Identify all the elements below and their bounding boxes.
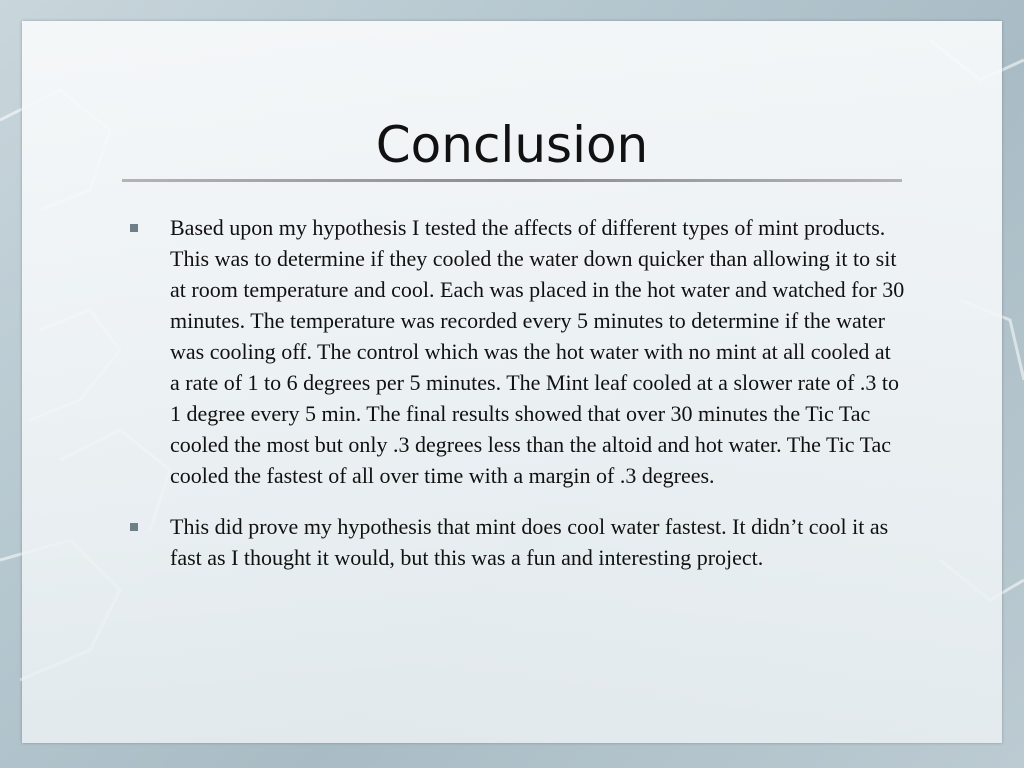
bullet-list — [130, 212, 905, 593]
square-bullet-icon — [130, 523, 138, 531]
bullet-text: Based upon my hypothesis I tested the affects of different types of mint products. This was to determine if they cooled the water down quicker than allowing it to sit at room temperature and cool. Each was placed in the hot water and watched for 30 minutes. The temperature was recorded every 5 minutes to determine if the water was cooling off. The control which was the hot water with no mint at all cooled at a rate of 1 to 6 degrees per 5 minutes. The Mint leaf cooled at a slower rate of .3 to 1 degree every 5 min. The final results showed that over 30 minutes the Tic Tac cooled the most but only .3 degrees less than the altoid and hot water. The Tic Tac cooled the fastest of all over time with a margin of .3 degrees. — [170, 215, 905, 488]
bullet-item — [130, 212, 905, 491]
title-divider — [122, 179, 902, 182]
slide-title: Conclusion — [375, 116, 649, 174]
square-bullet-icon — [130, 224, 138, 232]
bullet-item — [130, 511, 905, 573]
bullet-text: This did prove my hypothesis that mint does cool water fastest. It didn’t cool it as fast as I thought it would, but this was a fun and interesting project. — [170, 514, 889, 570]
